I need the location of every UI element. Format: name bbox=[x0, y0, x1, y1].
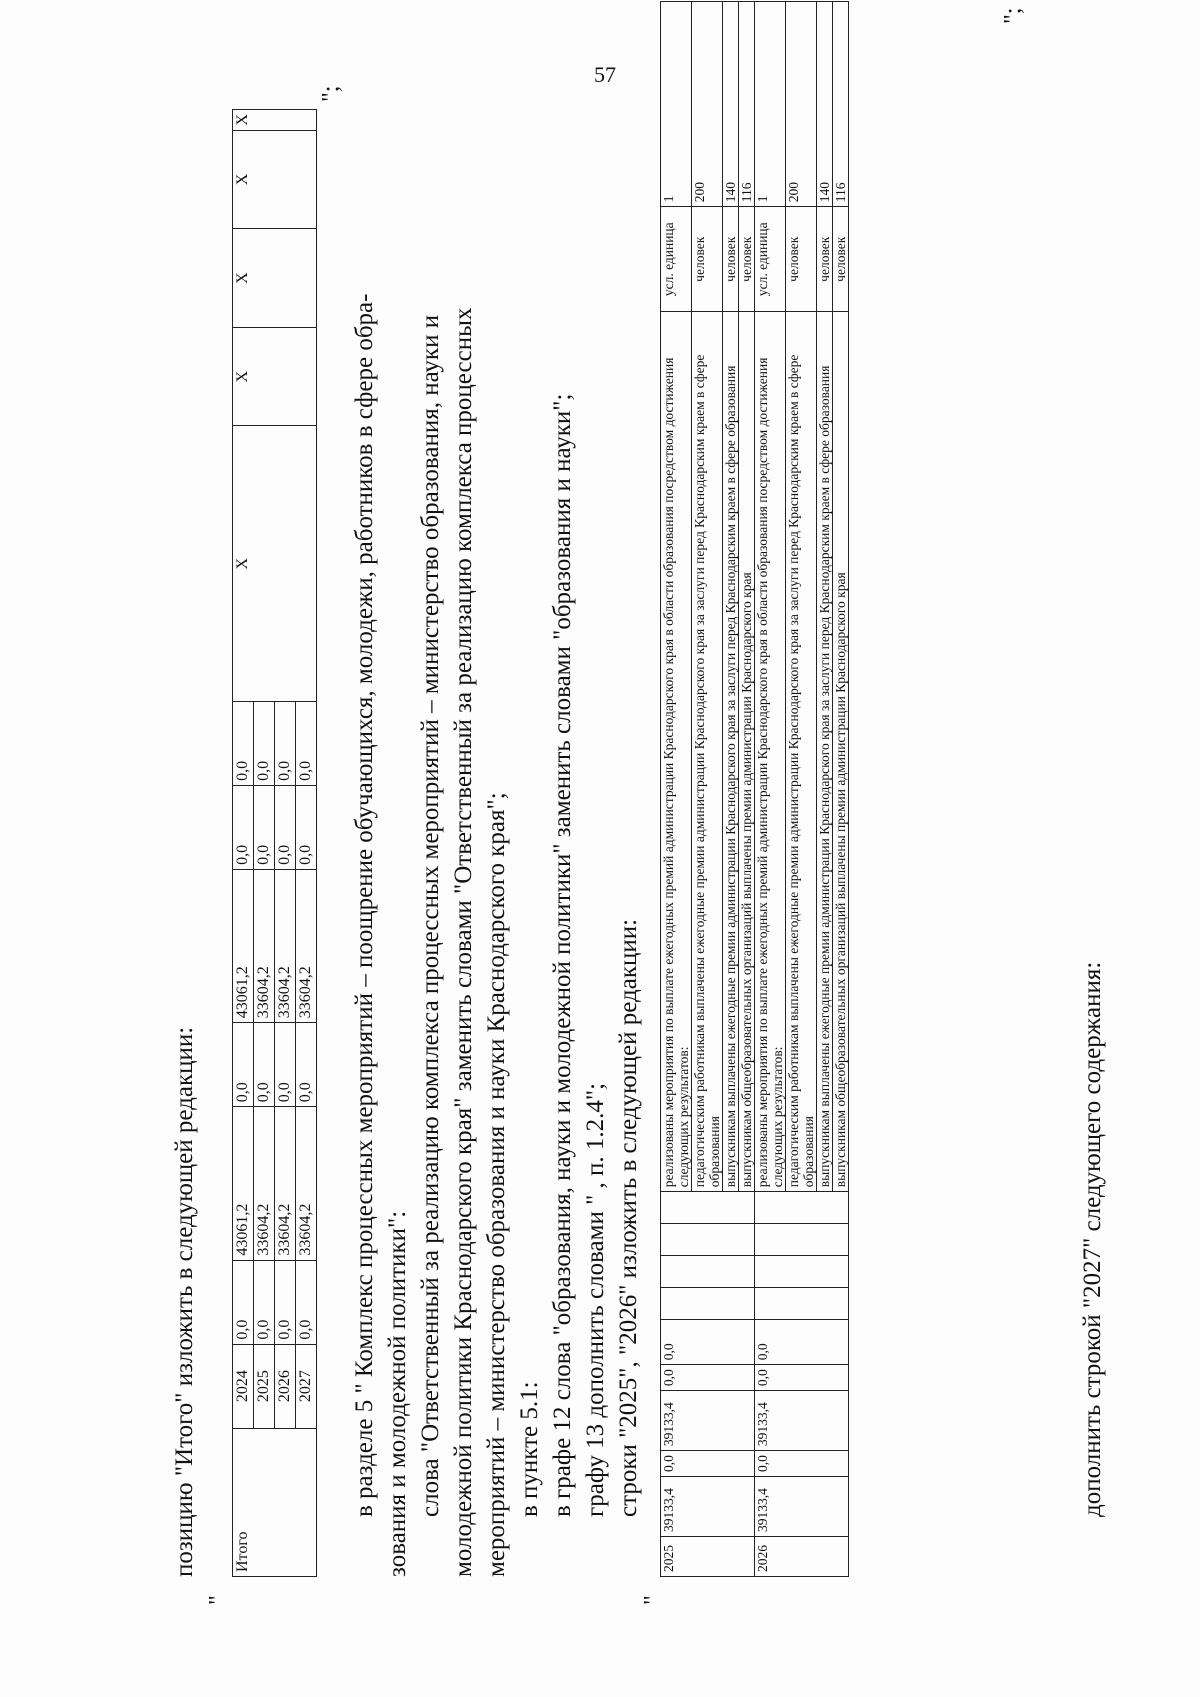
close-quote: "; bbox=[318, 85, 344, 102]
result-value: 116 bbox=[739, 2, 755, 207]
itogo-table bbox=[232, 109, 317, 1577]
value-cell: 0,0 bbox=[275, 785, 296, 869]
value-cell: 0,0 bbox=[296, 1023, 317, 1107]
value-cell: 0,0 bbox=[755, 1320, 849, 1365]
value-cell: 0,0 bbox=[755, 1365, 849, 1391]
value-cell: 0,0 bbox=[275, 1260, 296, 1344]
value-cell: 43061,2 bbox=[233, 1107, 254, 1260]
result-text: реализованы мероприятия по выплате ежегодных премий администрации Краснодарского края в области образования посредством достижения следующих результатов: bbox=[661, 312, 692, 1192]
column13-line: графу 13 дополнить словами " , п. 1.2.4"; bbox=[582, 1082, 609, 1517]
unit-cell: усл. единица bbox=[755, 207, 786, 312]
empty-cell bbox=[661, 1224, 755, 1256]
value-cell: 0,0 bbox=[254, 701, 275, 785]
section5-line2: зования и молодежной политики": bbox=[384, 1210, 411, 1577]
unit-cell: человек bbox=[723, 207, 739, 312]
result-text: выпускникам выплачены ежегодные премии администрации Краснодарского края за заслуги перед Краснодарским краем в сфере образования bbox=[817, 312, 833, 1192]
value-cell: 0,0 bbox=[755, 1451, 849, 1477]
table-row bbox=[661, 2, 692, 1577]
item-5-1-line: в пункте 5.1: bbox=[516, 1381, 543, 1517]
year-cell: 2024 bbox=[233, 1344, 254, 1428]
value-cell: 0,0 bbox=[254, 1260, 275, 1344]
empty-cell bbox=[755, 1192, 849, 1224]
unit-cell: человек bbox=[786, 207, 817, 312]
add-2027-line: дополнить строкой "2027" следующего содержания: bbox=[1079, 961, 1106, 1517]
value-cell: 0,0 bbox=[233, 1023, 254, 1107]
result-value: 1 bbox=[755, 2, 786, 207]
value-cell: 0,0 bbox=[275, 701, 296, 785]
result-text: выпускникам выплачены ежегодные премии администрации Краснодарского края за заслуги перед Краснодарским краем в сфере образования bbox=[723, 312, 739, 1192]
open-quote: " bbox=[205, 1595, 231, 1605]
value-cell: 0,0 bbox=[233, 1260, 254, 1344]
unit-cell: человек bbox=[739, 207, 755, 312]
results-table bbox=[660, 1, 849, 1577]
table-row bbox=[233, 110, 254, 1577]
value-cell: 0,0 bbox=[296, 1260, 317, 1344]
value-cell: 33604,2 bbox=[296, 869, 317, 1022]
itogo-label: Итого bbox=[233, 1428, 317, 1576]
value-cell: 0,0 bbox=[661, 1365, 755, 1391]
empty-cell bbox=[661, 1288, 755, 1320]
value-cell: 0,0 bbox=[275, 1023, 296, 1107]
value-cell: 39133,4 bbox=[755, 1391, 849, 1451]
value-cell: 33604,2 bbox=[254, 869, 275, 1022]
value-cell: 43061,2 bbox=[233, 869, 254, 1022]
page-number: 57 bbox=[594, 62, 616, 87]
empty-cell bbox=[755, 1256, 849, 1288]
value-cell: 0,0 bbox=[661, 1320, 755, 1365]
value-cell: 33604,2 bbox=[254, 1107, 275, 1260]
section5-line1: в разделе 5 " Комплекс процессных мероприятий – поощрение обучающихся, молодежи, работников в сфере обра- bbox=[351, 293, 378, 1517]
result-value: 116 bbox=[833, 2, 849, 207]
unit-cell: человек bbox=[692, 207, 723, 312]
value-cell: 0,0 bbox=[254, 785, 275, 869]
table-row bbox=[755, 2, 786, 1577]
value-cell: 39133,4 bbox=[661, 1477, 755, 1537]
result-value: 200 bbox=[786, 2, 817, 207]
column12-line: в графе 12 слова "образования, науки и молодежной политики" заменить словами "образования и науки"; bbox=[549, 393, 576, 1517]
responsible-line1: слова "Ответственный за реализацию комплекса процессных мероприятий – министерство образования, науки и bbox=[417, 314, 444, 1517]
year-cell: 2026 bbox=[275, 1344, 296, 1428]
value-cell: 33604,2 bbox=[296, 1107, 317, 1260]
empty-cell bbox=[661, 1256, 755, 1288]
intro-line: позицию "Итого" изложить в следующей редакции: bbox=[171, 1026, 198, 1577]
result-value: 200 bbox=[692, 2, 723, 207]
value-cell: 0,0 bbox=[233, 785, 254, 869]
result-text: выпускникам общеобразовательных организаций выплачены премии администрации Краснодарского края bbox=[739, 312, 755, 1192]
result-text: выпускникам общеобразовательных организаций выплачены премии администрации Краснодарского края bbox=[833, 312, 849, 1192]
value-cell: 33604,2 bbox=[275, 869, 296, 1022]
value-cell: 39133,4 bbox=[661, 1391, 755, 1451]
result-text: педагогическим работникам выплачены ежегодные премии администрации Краснодарского края за заслуги перед Краснодарским краем в сфере образования bbox=[692, 312, 723, 1192]
value-cell: 0,0 bbox=[233, 701, 254, 785]
x-mark-cell: X bbox=[233, 426, 317, 701]
value-cell: 0,0 bbox=[296, 701, 317, 785]
empty-cell bbox=[661, 1192, 755, 1224]
x-mark-cell: X bbox=[233, 327, 317, 426]
x-mark-cell: X bbox=[233, 110, 317, 131]
empty-cell bbox=[755, 1224, 849, 1256]
open-quote: " bbox=[640, 1595, 666, 1605]
unit-cell: человек bbox=[817, 207, 833, 312]
value-cell: 0,0 bbox=[254, 1023, 275, 1107]
unit-cell: человек bbox=[833, 207, 849, 312]
x-mark-cell: X bbox=[233, 130, 317, 229]
result-value: 140 bbox=[723, 2, 739, 207]
unit-cell: усл. единица bbox=[661, 207, 692, 312]
result-text: педагогическим работникам выплачены ежегодные премии администрации Краснодарского края за заслуги перед Краснодарским краем в сфере образования bbox=[786, 312, 817, 1192]
year-cell: 2025 bbox=[661, 1537, 755, 1577]
year-cell: 2027 bbox=[296, 1344, 317, 1428]
year-cell: 2026 bbox=[755, 1537, 849, 1577]
value-cell: 0,0 bbox=[296, 785, 317, 869]
year-cell: 2025 bbox=[254, 1344, 275, 1428]
result-text: реализованы мероприятия по выплате ежегодных премий администрации Краснодарского края в области образования посредством достижения следующих результатов: bbox=[755, 312, 786, 1192]
result-value: 1 bbox=[661, 2, 692, 207]
value-cell: 0,0 bbox=[661, 1451, 755, 1477]
responsible-line2: молодежной политики Краснодарского края" заменить словами "Ответственный за реализацию комплекса процессных bbox=[450, 307, 477, 1577]
result-value: 140 bbox=[817, 2, 833, 207]
responsible-line3: мероприятий – министерство образования и науки Краснодарского края"; bbox=[483, 792, 510, 1577]
x-mark-cell: X bbox=[233, 229, 317, 328]
rows-2025-2026-line: строки "2025", "2026" изложить в следующей редакции: bbox=[615, 918, 642, 1517]
empty-cell bbox=[755, 1288, 849, 1320]
close-quote: "; bbox=[1000, 7, 1026, 24]
value-cell: 33604,2 bbox=[275, 1107, 296, 1260]
value-cell: 39133,4 bbox=[755, 1477, 849, 1537]
